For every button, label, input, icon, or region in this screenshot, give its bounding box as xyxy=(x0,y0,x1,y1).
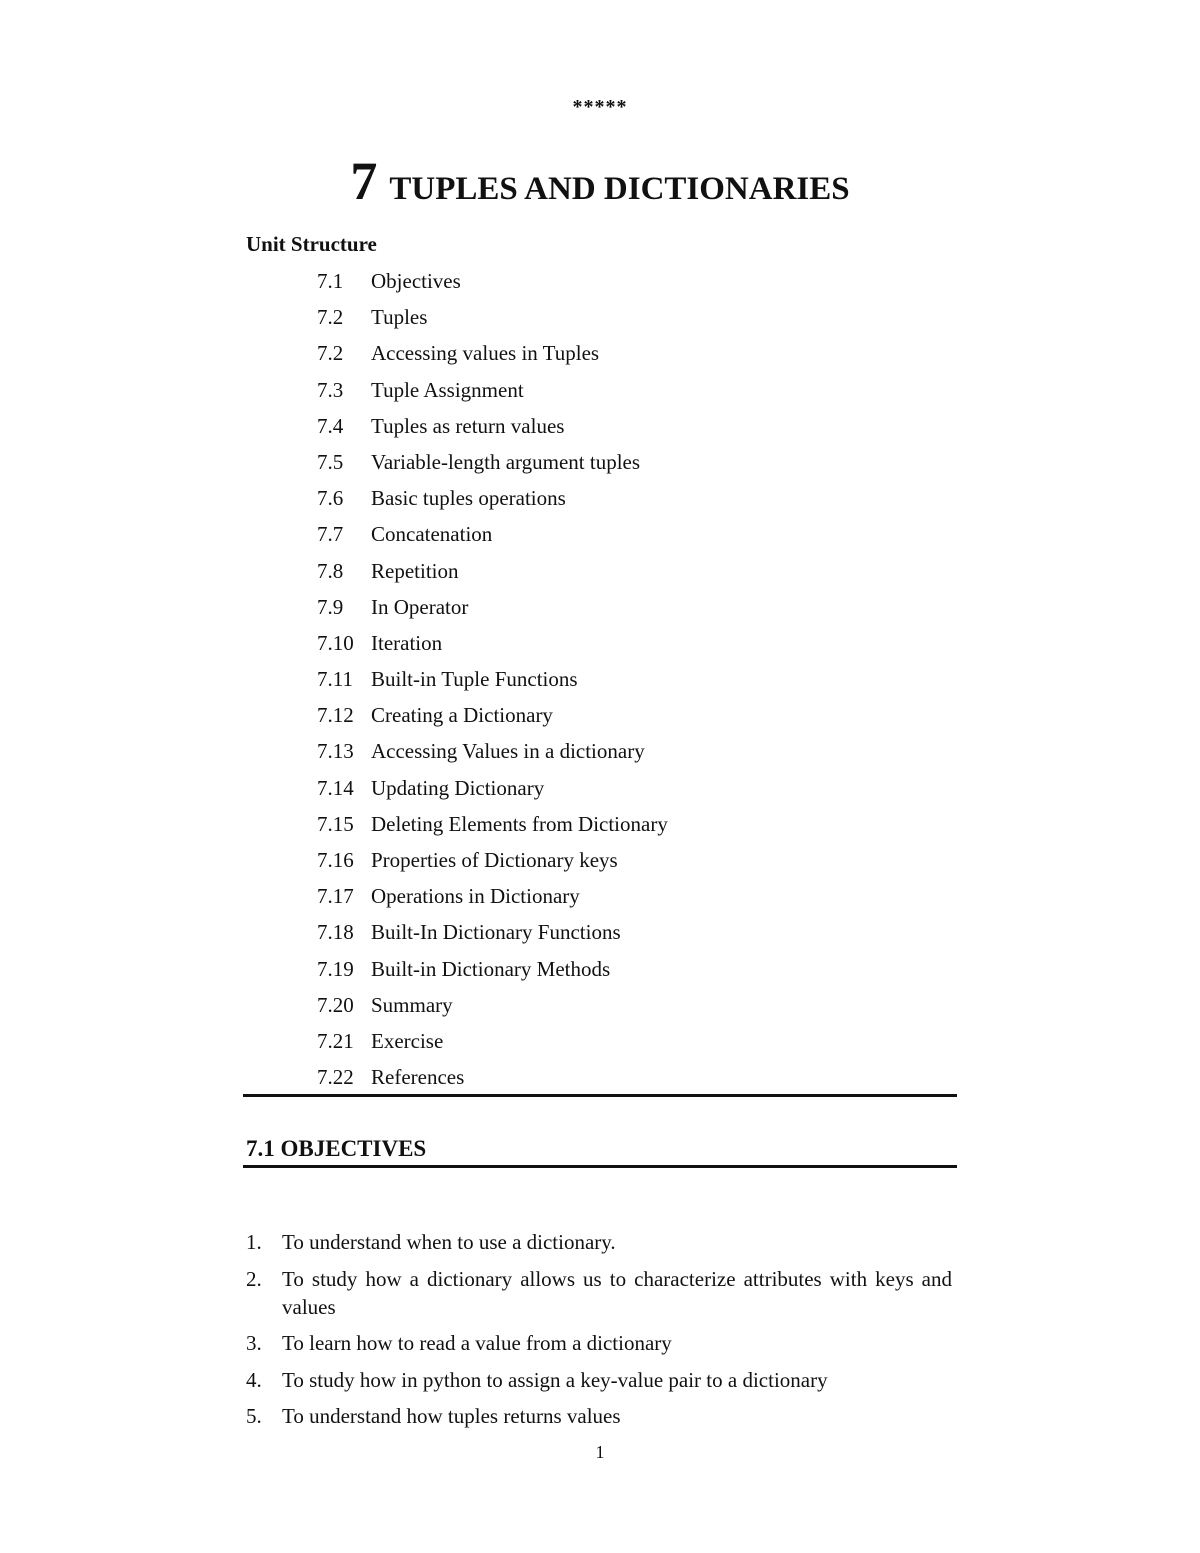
toc-item-number: 7.10 xyxy=(317,630,354,655)
toc-item-title: Accessing Values in a dictionary xyxy=(371,739,645,764)
toc-item-number: 7.6 xyxy=(317,486,344,511)
toc-item-title: Objectives xyxy=(371,269,461,293)
toc-item-title: Repetition xyxy=(371,558,459,583)
toc-item-number: 7.12 xyxy=(317,703,354,728)
toc-item-title: Exercise xyxy=(371,1028,444,1053)
objective-item xyxy=(246,1228,952,1256)
toc-item xyxy=(317,954,668,990)
toc-item-number: 7.7 xyxy=(317,522,344,547)
toc-item-number: 7.22 xyxy=(317,1065,354,1090)
objective-number: 5. xyxy=(246,1404,262,1428)
toc-item-title: Creating a Dictionary xyxy=(371,703,553,728)
objective-item xyxy=(246,1402,952,1430)
toc-item-number: 7.2 xyxy=(317,305,344,330)
toc-item xyxy=(317,773,668,809)
objective-item xyxy=(246,1265,952,1321)
toc-item xyxy=(317,411,668,447)
toc-item-number: 7.3 xyxy=(317,377,344,402)
objective-text: To understand when to use a dictionary. xyxy=(282,1230,616,1254)
toc-item-number: 7.17 xyxy=(317,884,354,909)
toc-item-number: 7.15 xyxy=(317,811,354,836)
objective-text: To learn how to read a value from a dictionary xyxy=(282,1331,672,1355)
toc-item-number: 7.9 xyxy=(317,594,344,619)
toc-item xyxy=(317,556,668,592)
toc-item xyxy=(317,338,668,374)
toc-item xyxy=(317,917,668,953)
toc-item-title: Summary xyxy=(371,992,453,1017)
toc-item-title: Updating Dictionary xyxy=(371,775,545,800)
chapter-title-text: TUPLES AND DICTIONARIES xyxy=(389,171,850,207)
toc-item xyxy=(317,990,668,1026)
toc-item-title: Properties of Dictionary keys xyxy=(371,848,618,872)
toc-item-title: Built-In Dictionary Functions xyxy=(371,920,621,945)
toc-item-title: References xyxy=(371,1065,465,1090)
toc-item-number: 7.4 xyxy=(317,413,344,438)
toc-item xyxy=(317,519,668,555)
toc-item-number: 7.21 xyxy=(317,1028,354,1053)
toc-item xyxy=(317,375,668,411)
toc-item xyxy=(317,845,668,881)
objective-item xyxy=(246,1329,952,1357)
objective-item xyxy=(246,1366,952,1394)
objective-number: 3. xyxy=(246,1331,262,1355)
objectives-list xyxy=(246,1228,952,1439)
toc-item xyxy=(317,881,668,917)
toc-item-number: 7.8 xyxy=(317,558,344,583)
page-number: 1 xyxy=(595,1442,605,1462)
toc-item xyxy=(317,592,668,628)
separator-stars: ***** xyxy=(572,96,628,118)
toc-item-title: Tuple Assignment xyxy=(371,377,524,402)
unit-structure-list xyxy=(317,266,668,1098)
toc-item-title: Operations in Dictionary xyxy=(371,884,580,909)
toc-item-title: Tuples xyxy=(371,305,428,330)
toc-item-number: 7.19 xyxy=(317,956,354,981)
toc-item-title: Accessing values in Tuples xyxy=(371,341,600,366)
chapter-title xyxy=(0,150,1200,212)
toc-item-number: 7.13 xyxy=(317,739,354,764)
section-heading: 7.1 OBJECTIVES xyxy=(246,1136,427,1161)
toc-item-title: In Operator xyxy=(371,594,469,619)
toc-item-title: Variable-length argument tuples xyxy=(371,449,641,474)
toc-item xyxy=(317,483,668,519)
toc-item-number: 7.2 xyxy=(317,341,344,366)
toc-item xyxy=(317,736,668,772)
toc-item-number: 7.11 xyxy=(317,667,353,692)
toc-item xyxy=(317,664,668,700)
toc-item-title: Basic tuples operations xyxy=(371,486,566,511)
objective-text: To understand how tuples returns values xyxy=(282,1404,621,1428)
toc-item-number: 7.1 xyxy=(317,269,344,293)
toc-item-title: Tuples as return values xyxy=(371,413,565,438)
toc-item-number: 7.5 xyxy=(317,449,344,474)
toc-item-title: Built-in Dictionary Methods xyxy=(371,956,611,981)
toc-divider xyxy=(243,1094,957,1097)
toc-item-title: Concatenation xyxy=(371,522,493,547)
toc-item xyxy=(317,447,668,483)
toc-item-number: 7.16 xyxy=(317,848,354,872)
toc-item xyxy=(317,628,668,664)
toc-item xyxy=(317,1026,668,1062)
toc-item xyxy=(317,1062,668,1098)
toc-item-title: Iteration xyxy=(371,630,443,655)
toc-item-title: Deleting Elements from Dictionary xyxy=(371,811,668,836)
objective-number: 4. xyxy=(246,1367,262,1392)
toc-item xyxy=(317,809,668,845)
heading-underline xyxy=(243,1165,957,1168)
objective-text: To study how in python to assign a key-value pair to a dictionary xyxy=(282,1367,828,1392)
toc-item-number: 7.18 xyxy=(317,920,354,945)
objective-number: 2. xyxy=(246,1266,262,1291)
toc-item-number: 7.20 xyxy=(317,992,354,1017)
toc-item-title: Built-in Tuple Functions xyxy=(371,667,578,692)
toc-item-number: 7.14 xyxy=(317,775,354,800)
toc-item xyxy=(317,302,668,338)
objective-text: To study how a dictionary allows us to characterize attributes with keys and values xyxy=(282,1266,952,1319)
unit-structure-label: Unit Structure xyxy=(246,232,377,256)
toc-item xyxy=(317,266,668,302)
toc-item xyxy=(317,700,668,736)
chapter-number: 7 xyxy=(350,151,378,211)
objective-number: 1. xyxy=(246,1230,262,1254)
